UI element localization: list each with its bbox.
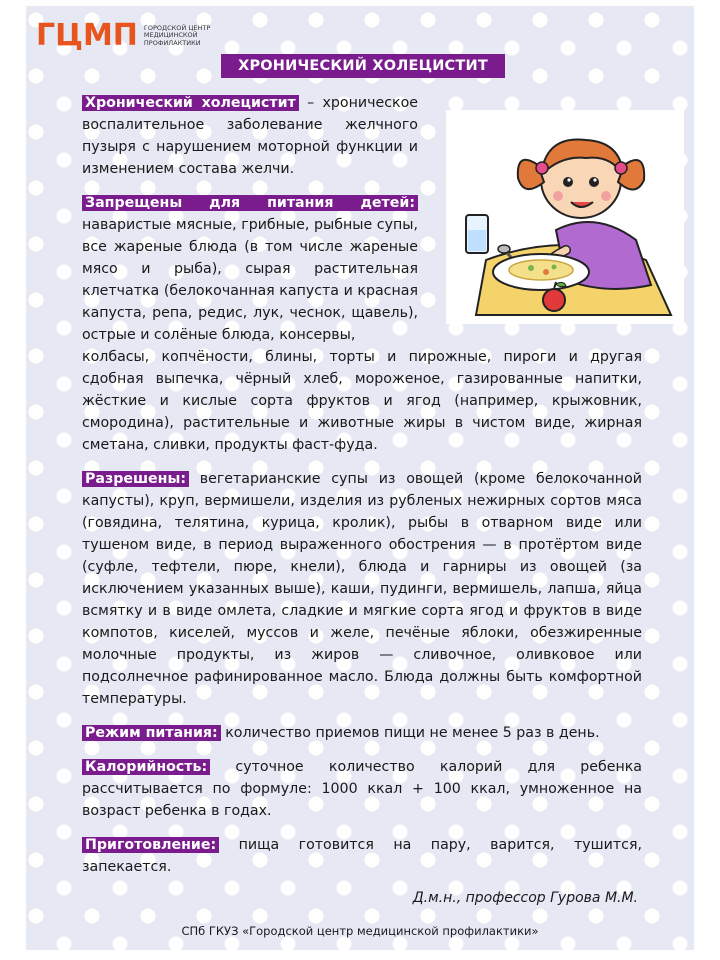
cooking-paragraph: [82, 834, 642, 878]
page-background: [26, 6, 694, 950]
regime-text: количество приемов пищи не менее 5 раз в день.: [220, 725, 600, 741]
allowed-label: Разрешены:: [82, 471, 189, 487]
calories-text: суточное количество калорий для ребенка рассчитывается по формуле: 1000 ккал + 100 ккал, умноженное на возраст ребенка в годах.: [82, 759, 642, 819]
forbidden-paragraph: [82, 192, 642, 456]
forbidden-text-wrap: наваристые мясные, грибные, рыбные супы, все жареные блюда (в том числе жареные мясо и рыба), сырая растительная клетчатка (белокочанная капуста и красная капуста, репа, редис, лук, чеснок, щавель), острые и солёные блюда, консервы,: [82, 217, 418, 343]
logo: [36, 20, 214, 52]
logo-mark: ГЦМП: [36, 18, 138, 53]
author-signature: Д.м.н., профессор Гурова М.М.: [412, 890, 638, 906]
regime-label: Режим питания:: [82, 725, 221, 741]
page-title: ХРОНИЧЕСКИЙ ХОЛЕЦИСТИТ: [222, 55, 504, 77]
definition-paragraph: [82, 92, 418, 180]
regime-paragraph: [82, 722, 642, 744]
allowed-paragraph: [82, 468, 642, 710]
footer-organization: СПб ГКУЗ «Городской центр медицинской профилактики»: [181, 924, 539, 938]
calories-paragraph: [82, 756, 642, 822]
calories-label: Калорийность:: [82, 759, 210, 775]
definition-label: Хронический холецистит: [82, 95, 299, 111]
logo-subtitle: ГОРОДСКОЙ ЦЕНТР МЕДИЦИНСКОЙ ПРОФИЛАКТИКИ: [143, 23, 211, 47]
forbidden-text-full: колбасы, копчёности, блины, торты и пирожные, пироги и другая сдобная выпечка, чёрный хлеб, мороженое, газированные напитки, жёсткие и кислые сорта фруктов и ягод (например, крыжовник, смородина), растительные и животные жиры в чистом виде, жирная сметана, сливки, продукты фаст-фуда.: [82, 349, 642, 453]
definition-text: – хроническое воспалительное заболевание желчного пузыря с нарушением моторной функции и изменением состава желчи.: [82, 95, 418, 177]
forbidden-label: Запрещены для питания детей:: [82, 195, 418, 211]
forbidden-wrap-block: [82, 192, 418, 346]
allowed-text: вегетарианские супы из овощей (кроме белокочанной капусты), круп, вермишели, изделия из рубленых нежирных сортов мяса (говядина, телятина, курица, кролик), рыбы в отварном виде или тушеном виде, в период выраженного обострения — в протёртом виде (суфле, тефтели, пюре, кнели), блюда и гарниры из овощей (за исключением указанных выше), каши, пудинги, вермишель, лапша, яйца всмятку и в виде омлета, сладкие и мягкие сорта ягод и фруктов в виде компотов, киселей, муссов и желе, печёные яблоки, обезжиренные молочные продукты, из жиров — сливочное, оливковое или подсолнечное рафинированное масло. Блюда должны быть комфортной температуры.: [82, 471, 642, 707]
cooking-label: Приготовление:: [82, 837, 219, 853]
article-body: [82, 92, 642, 890]
cooking-text: пища готовится на пару, варится, тушится, запекается.: [82, 837, 642, 875]
